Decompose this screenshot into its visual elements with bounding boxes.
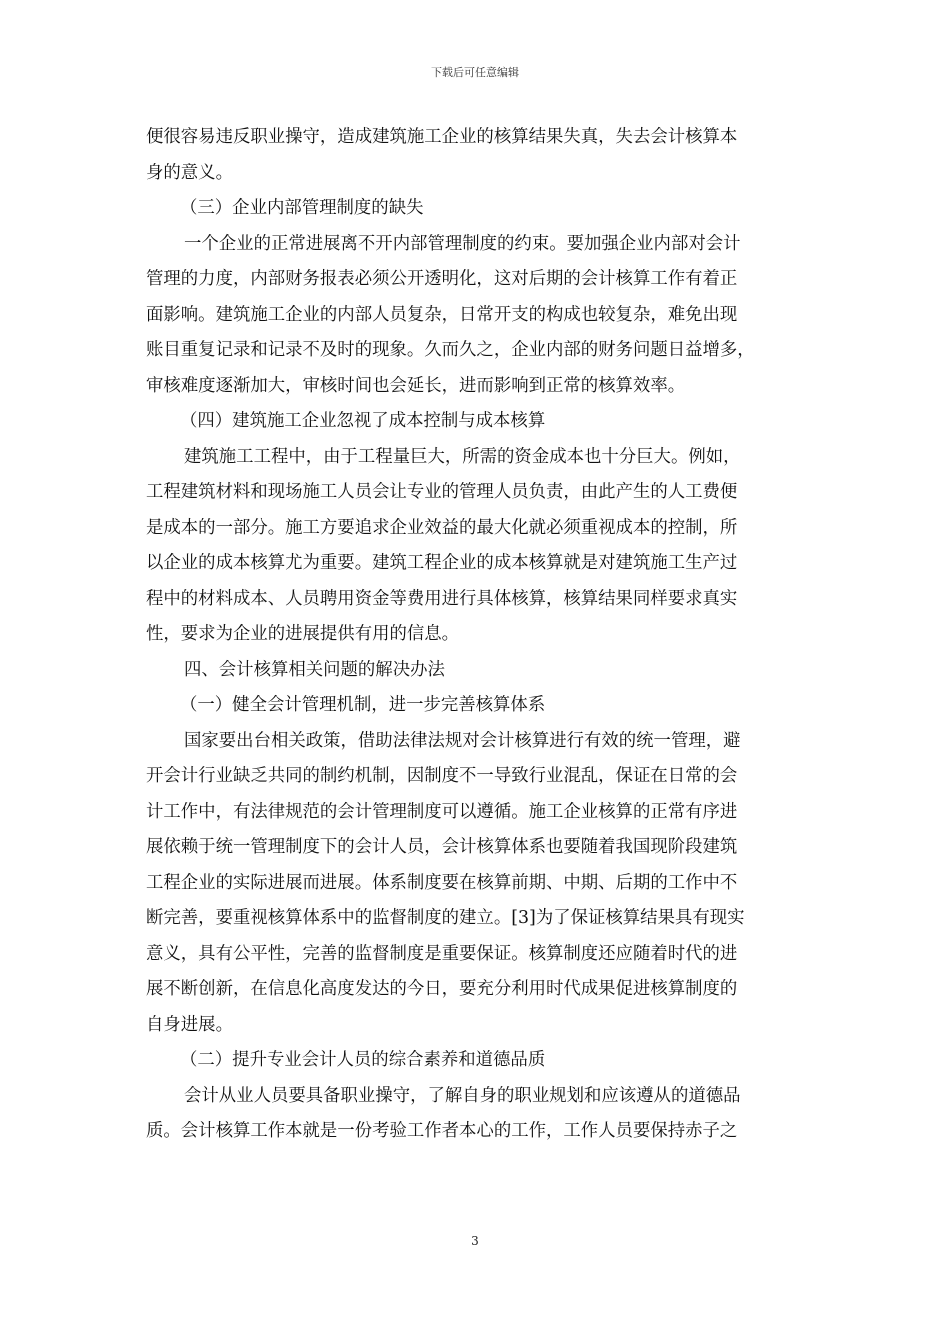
- body-line: 意义，具有公平性，完善的监督制度是重要保证。核算制度还应随着时代的进: [146, 943, 738, 964]
- body-line: 以企业的成本核算尤为重要。建筑工程企业的成本核算就是对建筑施工生产过: [146, 553, 738, 573]
- body-line: 展不断创新，在信息化高度发达的今日，要充分利用时代成果促进核算制度的: [146, 979, 738, 999]
- body-line: 账目重复记录和记录不及时的现象。久而久之，企业内部的财务问题日益增多，: [146, 340, 755, 360]
- body-line: 开会计行业缺乏共同的制约机制，因制度不一导致行业混乱，保证在日常的会: [146, 766, 738, 786]
- body-line: 一个企业的正常进展离不开内部管理制度的约束。要加强企业内部对会计: [184, 233, 741, 254]
- body-line: 是成本的一部分。施工方要追求企业效益的最大化就必须重视成本的控制，所: [146, 517, 738, 538]
- page-number: 3: [471, 1234, 479, 1248]
- body-line: 审核难度逐渐加大，审核时间也会延长，进而影响到正常的核算效率。: [146, 375, 686, 396]
- section-heading: （三）企业内部管理制度的缺失: [180, 198, 424, 218]
- document-body: [146, 120, 810, 1150]
- body-line: 工程企业的实际进展而进展。体系制度要在核算前期、中期、后期的工作中不: [146, 872, 738, 893]
- body-line: 质。会计核算工作本就是一份考验工作者本心的工作，工作人员要保持赤子之: [146, 1121, 738, 1141]
- body-line: 展依赖于统一管理制度下的会计人员，会计核算体系也要随着我国现阶段建筑: [146, 837, 738, 857]
- body-line: 便很容易违反职业操守，造成建筑施工企业的核算结果失真，失去会计核算本: [146, 127, 738, 147]
- body-line: 管理的力度，内部财务报表必须公开透明化，这对后期的会计核算工作有着正: [146, 269, 738, 289]
- body-line: 国家要出台相关政策，借助法律法规对会计核算进行有效的统一管理，避: [184, 730, 741, 751]
- body-line: 自身进展。: [146, 1014, 233, 1035]
- chapter-heading: 四、会计核算相关问题的解决办法: [184, 659, 445, 680]
- body-line: 计工作中，有法律规范的会计管理制度可以遵循。施工企业核算的正常有序进: [146, 801, 738, 822]
- section-heading: （四）建筑施工企业忽视了成本控制与成本核算: [180, 411, 546, 431]
- body-line: 程中的材料成本、人员聘用资金等费用进行具体核算，核算结果同样要求真实: [146, 588, 738, 609]
- body-line: 面影响。建筑施工企业的内部人员复杂，日常开支的构成也较复杂，难免出现: [146, 304, 738, 325]
- page-header: 下载后可任意编辑: [431, 66, 519, 79]
- body-line: 身的意义。: [146, 162, 233, 183]
- body-line: 断完善，要重视核算体系中的监督制度的建立。[3]为了保证核算结果具有现实: [146, 908, 745, 928]
- body-line: 建筑施工工程中，由于工程量巨大，所需的资金成本也十分巨大。例如，: [184, 446, 741, 467]
- section-heading: （一）健全会计管理机制，进一步完善核算体系: [180, 695, 546, 715]
- section-heading: （二）提升专业会计人员的综合素养和道德品质: [180, 1050, 546, 1070]
- body-line: 工程建筑材料和现场施工人员会让专业的管理人员负责，由此产生的人工费便: [146, 482, 738, 502]
- body-line: 性，要求为企业的进展提供有用的信息。: [146, 624, 460, 644]
- body-line: 会计从业人员要具备职业操守，了解自身的职业规划和应该遵从的道德品: [184, 1085, 741, 1106]
